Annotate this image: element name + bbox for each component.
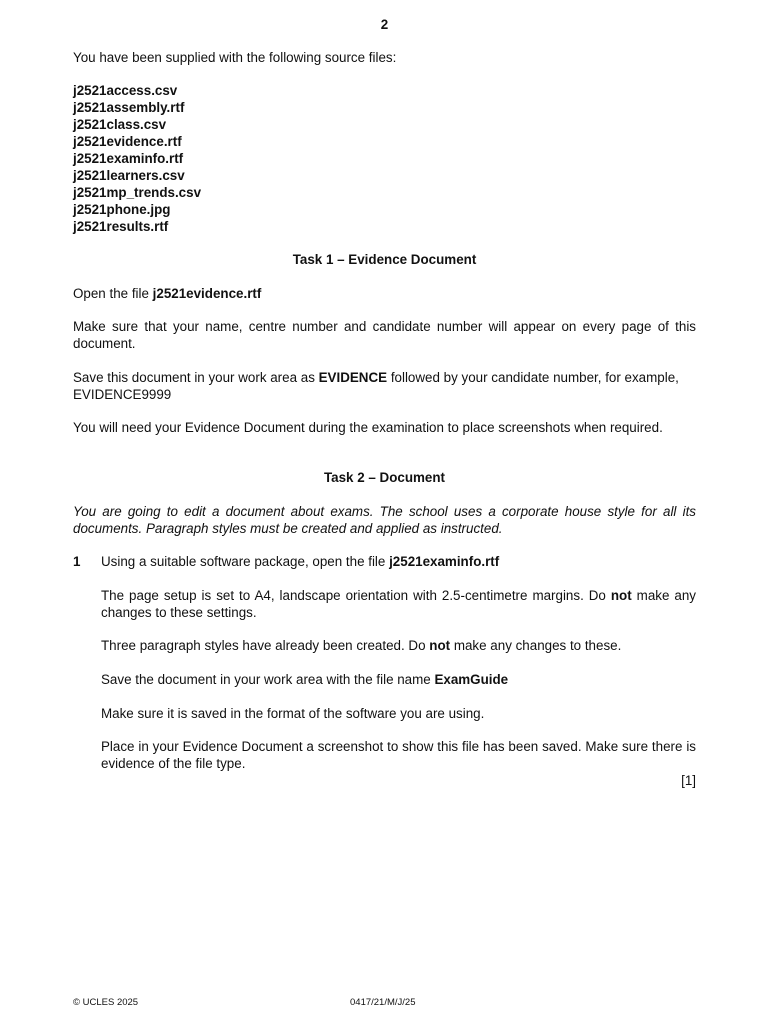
task1-open: Open the file j2521evidence.rtf	[73, 286, 262, 301]
task1-make-sure: Make sure that your name, centre number and candidate number will appear on every page of this document.	[73, 319, 696, 351]
file-item: j2521results.rtf	[73, 219, 169, 234]
q1-open: Using a suitable software package, open the file j2521examinfo.rtf	[101, 554, 500, 569]
footer-copyright: © UCLES 2025	[73, 997, 139, 1008]
task2-heading: Task 2 – Document	[323, 470, 446, 485]
task1-save: Save this document in your work area as EVIDENCE followed by your candidate number, for example, EVIDENCE9999	[73, 369, 696, 403]
footer-paper-code: 0417/21/M/J/25	[350, 997, 416, 1008]
q1-styles: Three paragraph styles have already been created. Do not make any changes to these.	[101, 638, 622, 653]
source-file-list	[73, 82, 201, 235]
q1-place-screenshot: Place in your Evidence Document a screenshot to show this file has been saved. Make sure there is evidence of the file type.	[101, 739, 696, 771]
task1-open-file: j2521evidence.rtf	[152, 286, 262, 301]
exam-page	[73, 0, 696, 1024]
file-item: j2521phone.jpg	[73, 202, 171, 217]
file-item: j2521examinfo.rtf	[73, 151, 184, 166]
source-files-intro: You have been supplied with the following source files:	[73, 50, 397, 65]
file-item: j2521evidence.rtf	[73, 134, 182, 149]
mark-allocation: [1]	[681, 773, 696, 788]
file-item: j2521learners.csv	[73, 168, 185, 183]
q1-open-file: j2521examinfo.rtf	[389, 554, 500, 569]
q1-save: Save the document in your work area with the file name ExamGuide	[101, 672, 509, 687]
task1-save-example: EVIDENCE9999	[73, 387, 172, 402]
q1-format: Make sure it is saved in the format of the software you are using.	[101, 706, 485, 721]
page-number: 2	[380, 17, 389, 32]
q1-page-setup: The page setup is set to A4, landscape orientation with 2.5-centimetre margins. Do not make any changes to these settings.	[101, 588, 696, 620]
task1-save-name: EVIDENCE	[318, 370, 388, 385]
file-item: j2521access.csv	[73, 83, 178, 98]
question-number: 1	[73, 554, 81, 569]
file-item: j2521assembly.rtf	[73, 100, 185, 115]
file-item: j2521class.csv	[73, 117, 167, 132]
task2-intro: You are going to edit a document about exams. The school uses a corporate house style for all its documents. Paragraph styles must be created and applied as instructed.	[73, 504, 696, 536]
task1-heading: Task 1 – Evidence Document	[292, 252, 477, 267]
q1-save-name: ExamGuide	[434, 672, 509, 687]
task1-need: You will need your Evidence Document during the examination to place screenshots when required.	[73, 420, 663, 435]
file-item: j2521mp_trends.csv	[73, 185, 202, 200]
